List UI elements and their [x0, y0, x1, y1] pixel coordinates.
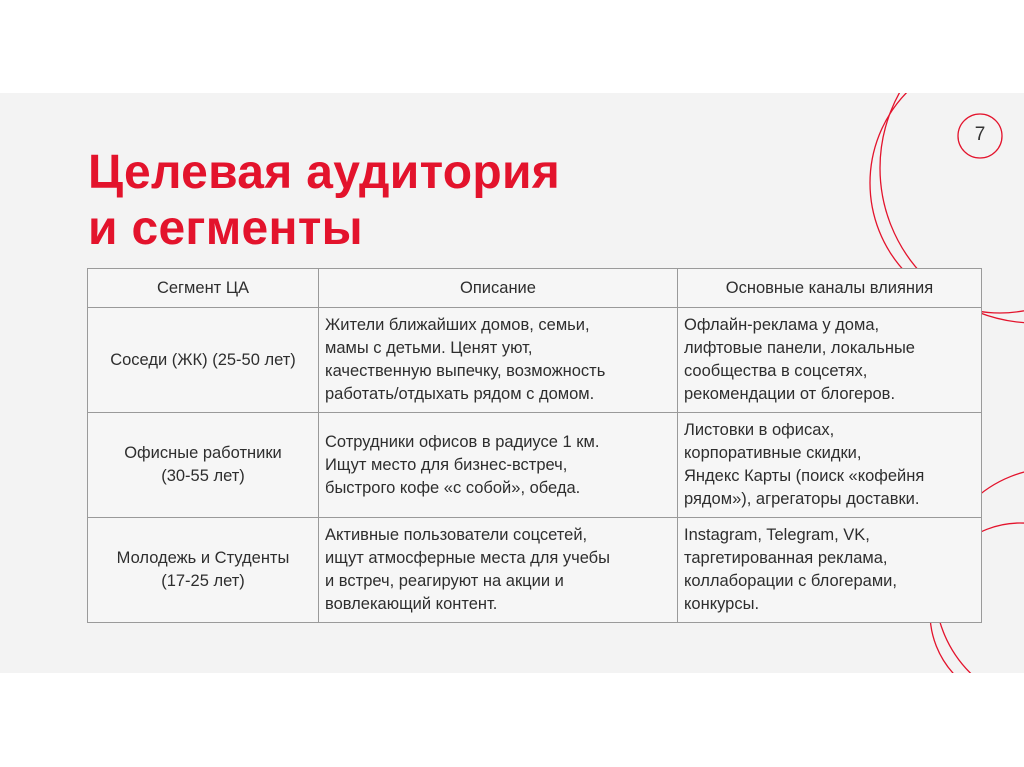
segment-line: (17-25 лет): [161, 572, 245, 590]
description-line: Жители ближайших домов, семьи,: [325, 316, 590, 334]
channels-line: конкурсы.: [684, 595, 760, 613]
description-cell: [319, 308, 678, 413]
segment-line: Молодежь и Студенты: [116, 549, 290, 567]
title-line-2: и сегменты: [88, 202, 363, 255]
channels-line: сообщества в соцсетях,: [684, 362, 868, 380]
slide-title: [88, 145, 560, 257]
description-line: мамы с детьми. Ценят уют,: [325, 339, 533, 357]
channels-cell: [678, 518, 982, 623]
segment-cell: [88, 413, 319, 518]
channels-line: рядом»), агрегаторы доставки.: [684, 490, 920, 508]
description-cell: [319, 518, 678, 623]
description-line: Сотрудники офисов в радиусе 1 км.: [325, 432, 600, 451]
description-cell: [319, 413, 678, 518]
channels-cell: [678, 413, 982, 518]
description-line: работать/отдыхать рядом с домом.: [325, 385, 595, 403]
page-number: 7: [974, 124, 986, 145]
description-line: ищут атмосферные места для учебы: [325, 549, 610, 567]
channels-line: Листовки в офисах,: [684, 421, 835, 439]
description-line: и встреч, реагируют на акции и: [325, 572, 564, 590]
segment-line: (30-55 лет): [161, 467, 245, 485]
header-channels: Основные каналы влияния: [678, 269, 982, 308]
channels-line: лифтовые панели, локальные: [684, 339, 915, 357]
table-header-row: [88, 269, 982, 308]
channels-cell: [678, 308, 982, 413]
slide: [0, 93, 1024, 673]
segment-line: Соседи (ЖК) (25-50 лет): [110, 350, 296, 369]
channels-line: рекомендации от блогеров.: [684, 385, 896, 403]
segment-cell: [88, 518, 319, 623]
segment-cell: [88, 308, 319, 413]
channels-line: Instagram, Telegram, VK,: [684, 526, 870, 544]
description-line: Ищут место для бизнес-встреч,: [325, 455, 568, 474]
table-row: [88, 518, 982, 623]
header-description: Описание: [319, 269, 678, 308]
channels-line: Офлайн-реклама у дома,: [684, 316, 880, 334]
segments-table: [87, 268, 982, 623]
description-line: качественную выпечку, возможность: [325, 362, 606, 380]
table-row: [88, 308, 982, 413]
header-segment: Сегмент ЦА: [88, 269, 319, 308]
channels-line: коллаборации с блогерами,: [684, 572, 897, 590]
description-line: Активные пользователи соцсетей,: [325, 526, 588, 544]
channels-line: таргетированная реклама,: [684, 549, 888, 567]
segment-line: Офисные работники: [124, 444, 282, 462]
description-line: вовлекающий контент.: [325, 595, 498, 613]
channels-line: Яндекс Карты (поиск «кофейня: [684, 467, 925, 485]
title-line-1: Целевая аудитория: [88, 146, 561, 199]
channels-line: корпоративные скидки,: [684, 444, 862, 462]
table-row: [88, 413, 982, 518]
description-line: быстрого кофе «с собой», обеда.: [325, 478, 581, 497]
